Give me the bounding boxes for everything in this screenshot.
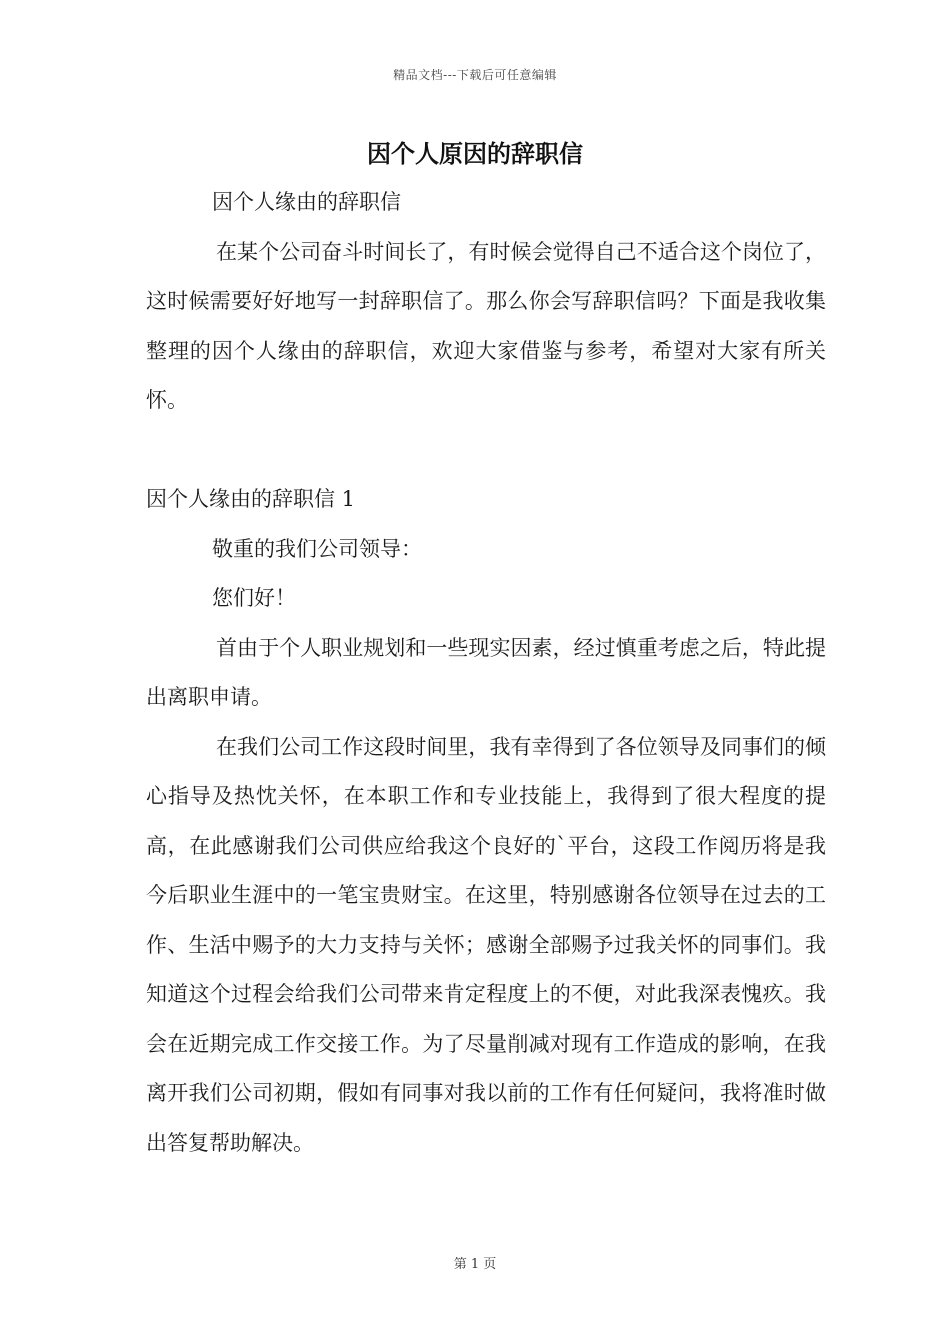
greeting: 您们好！ <box>212 586 296 610</box>
subtitle-paragraph: 因个人缘由的辞职信 <box>212 190 401 214</box>
page-number: 第 1 页 <box>453 1257 497 1272</box>
blank-line <box>146 426 826 476</box>
salutation: 敬重的我们公司领导： <box>212 536 422 561</box>
header-note: 精品文档---下载后可任意编辑 <box>393 68 557 82</box>
document-body <box>146 178 826 1168</box>
body-paragraph-2: 在我们公司工作这段时间里，我有幸得到了各位领导及同事们的倾心指导及热忱关怀，在本职工作和专业技能上，我得到了很大程度的提高，在此感谢我们公司供应给我这个良好的`平台，这段工作阅历将是我今后职业生涯中的一笔宝贵财宝。在这里，特别感谢各位领导在过去的工作、生活中赐予的大力支持与关怀；感谢全部赐予过我关怀的同事们。我知道这个过程会给我们公司带来肯定程度上的不便，对此我深表愧疚。我会在近期完成工作交接工作。为了尽量削减对现有工作造成的影响，在我离开我们公司初期，假如有同事对我以前的工作有任何疑问，我将准时做出答复帮助解决。 <box>146 734 826 1155</box>
intro-paragraph: 在某个公司奋斗时间长了，有时候会觉得自己不适合这个岗位了，这时候需要好好地写一封辞职信了。那么你会写辞职信吗？下面是我收集整理的因个人缘由的辞职信，欢迎大家借鉴与参考，希望对大家有所关怀。 <box>146 239 826 412</box>
body-paragraph-1: 首由于个人职业规划和一些现实因素，经过慎重考虑之后，特此提出离职申请。 <box>146 635 826 709</box>
section-heading: 因个人缘由的辞职信 1 <box>146 487 356 511</box>
document-title: 因个人原因的辞职信 <box>367 139 583 168</box>
